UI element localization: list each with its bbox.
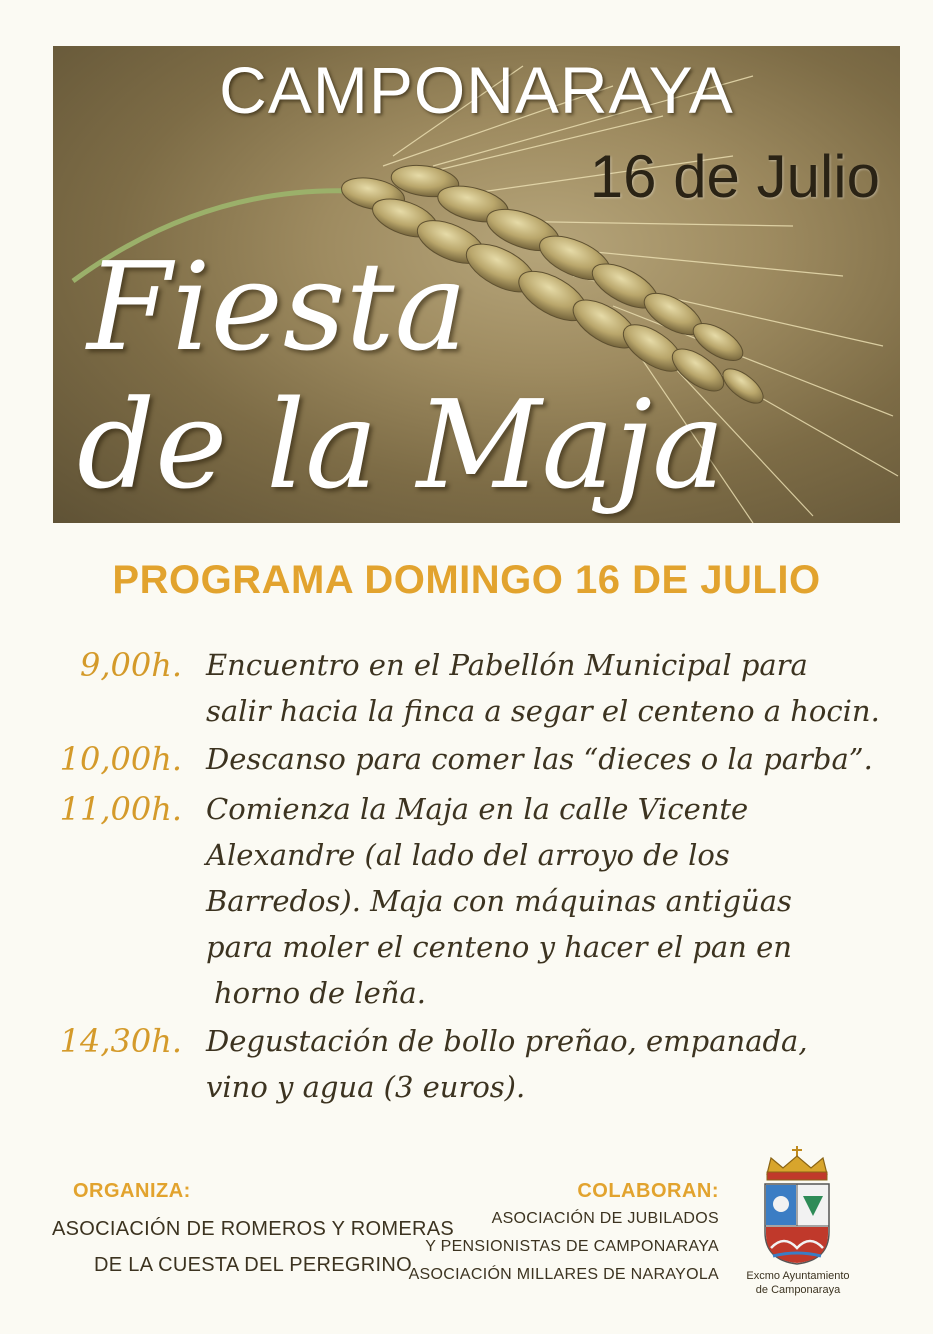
organizer-name-line2: DE LA CUESTA DEL PEREGRINO (94, 1254, 412, 1276)
collaborator-line2: Y PENSIONISTAS DE CAMPONARAYA (425, 1238, 719, 1255)
colaboran-label: COLABORAN: (577, 1180, 719, 1202)
town-title: CAMPONARAYA (219, 53, 734, 127)
schedule-text: horno de leña. (214, 976, 426, 1010)
schedule-time: 14,30h. (59, 1022, 182, 1060)
event-date: 16 de Julio (589, 143, 880, 210)
schedule-text: Degustación de bollo preñao, empanada, (206, 1024, 808, 1058)
schedule-text: salir hacia la finca a segar el centeno a hocin. (206, 694, 880, 728)
schedule-time: 9,00h. (79, 646, 182, 684)
schedule-text: Encuentro en el Pabellón Municipal para (206, 648, 808, 682)
crest-caption-line2: de Camponaraya (755, 1284, 841, 1296)
hero-banner (53, 46, 900, 523)
coat-of-arms-icon (757, 1144, 837, 1268)
event-title-line2: de la Maja (77, 374, 725, 516)
schedule-time: 11,00h. (59, 790, 182, 828)
schedule-text: Alexandre (al lado del arroyo de los (206, 838, 730, 872)
schedule-time: 10,00h. (59, 740, 182, 778)
schedule-text: para moler el centeno y hacer el pan en (206, 930, 792, 964)
schedule-text: Barredos). Maja con máquinas antigüas (206, 884, 792, 918)
schedule-text: vino y agua (3 euros). (206, 1070, 526, 1104)
event-title-line1: Fiesta (87, 236, 468, 378)
schedule-text: Descanso para comer las “dieces o la parba”. (206, 742, 873, 776)
collaborator-line3: ASOCIACIÓN MILLARES DE NARAYOLA (408, 1266, 719, 1283)
organizer-name-line1: ASOCIACIÓN DE ROMEROS Y ROMERAS (52, 1218, 454, 1240)
crest-caption-line1: Excmo Ayuntamiento (746, 1270, 850, 1282)
organiza-label: ORGANIZA: (73, 1180, 191, 1202)
schedule-text: Comienza la Maja en la calle Vicente (206, 792, 749, 826)
program-heading: PROGRAMA DOMINGO 16 DE JULIO (112, 558, 821, 602)
collaborator-line1: ASOCIACIÓN DE JUBILADOS (491, 1210, 719, 1227)
